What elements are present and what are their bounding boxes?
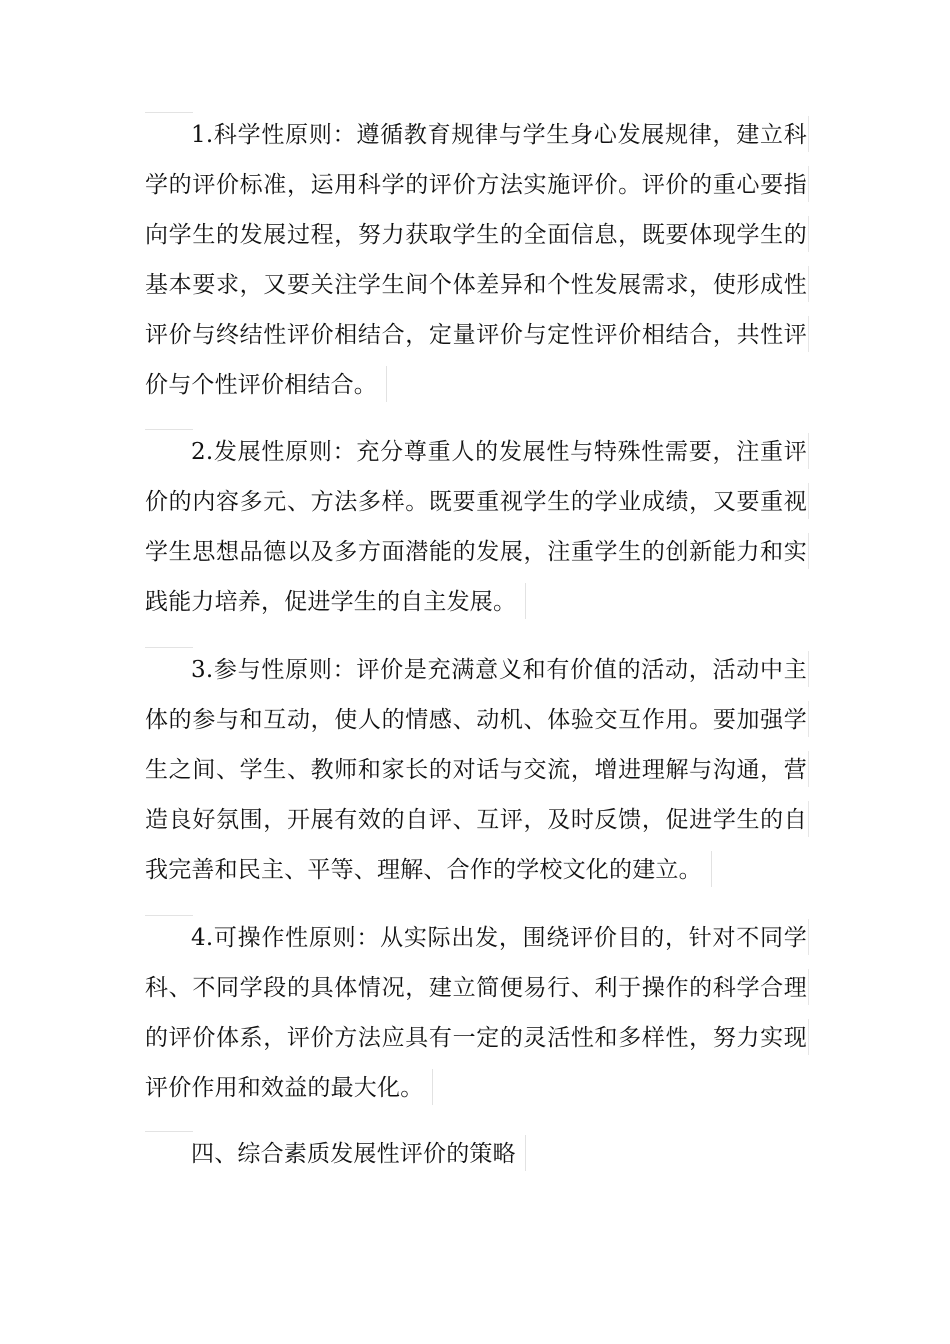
paragraph-line: 评价与终结性评价相结合，定量评价与定性评价相结合，共性评 bbox=[145, 310, 807, 360]
paragraph-line: 造良好氛围，开展有效的自评、互评，及时反馈，促进学生的自 bbox=[145, 795, 807, 845]
paragraph-line: 4.可操作性原则：从实际出发，围绕评价目的，针对不同学 bbox=[145, 913, 807, 963]
paragraph-line: 价与个性评价相结合。 bbox=[145, 360, 387, 410]
paragraph-line: 践能力培养，促进学生的自主发展。 bbox=[145, 577, 526, 627]
paragraph-line: 体的参与和互动，使人的情感、动机、体验交互作用。要加强学 bbox=[145, 695, 807, 745]
paragraph-line: 基本要求，又要关注学生间个体差异和个性发展需求，使形成性 bbox=[145, 260, 807, 310]
paragraph-line: 的评价体系，评价方法应具有一定的灵活性和多样性，努力实现 bbox=[145, 1013, 807, 1063]
paragraph-line: 评价作用和效益的最大化。 bbox=[145, 1063, 433, 1113]
paragraph-scientific-principle bbox=[145, 110, 807, 410]
paragraph-participation-principle bbox=[145, 645, 807, 895]
paragraph-line: 我完善和民主、平等、理解、合作的学校文化的建立。 bbox=[145, 845, 712, 895]
paragraph-line: 学生思想品德以及多方面潜能的发展，注重学生的创新能力和实 bbox=[145, 527, 807, 577]
paragraph-line: 价的内容多元、方法多样。既要重视学生的学业成绩，又要重视 bbox=[145, 477, 807, 527]
paragraph-line: 学的评价标准，运用科学的评价方法实施评价。评价的重心要指 bbox=[145, 160, 807, 210]
paragraph-line: 科、不同学段的具体情况，建立简便易行、利于操作的科学合理 bbox=[145, 963, 807, 1013]
paragraph-line: 2.发展性原则：充分尊重人的发展性与特殊性需要，注重评 bbox=[145, 427, 807, 477]
paragraph-line: 3.参与性原则：评价是充满意义和有价值的活动，活动中主 bbox=[145, 645, 807, 695]
paragraph-line: 1.科学性原则：遵循教育规律与学生身心发展规律，建立科 bbox=[145, 110, 807, 160]
paragraph-operability-principle bbox=[145, 913, 807, 1113]
section-heading-strategies bbox=[145, 1129, 807, 1179]
paragraph-line: 生之间、学生、教师和家长的对话与交流，增进理解与沟通，营 bbox=[145, 745, 807, 795]
paragraph-developmental-principle bbox=[145, 427, 807, 627]
paragraph-line: 向学生的发展过程，努力获取学生的全面信息，既要体现学生的 bbox=[145, 210, 807, 260]
section-heading-text: 四、综合素质发展性评价的策略 bbox=[145, 1129, 526, 1179]
